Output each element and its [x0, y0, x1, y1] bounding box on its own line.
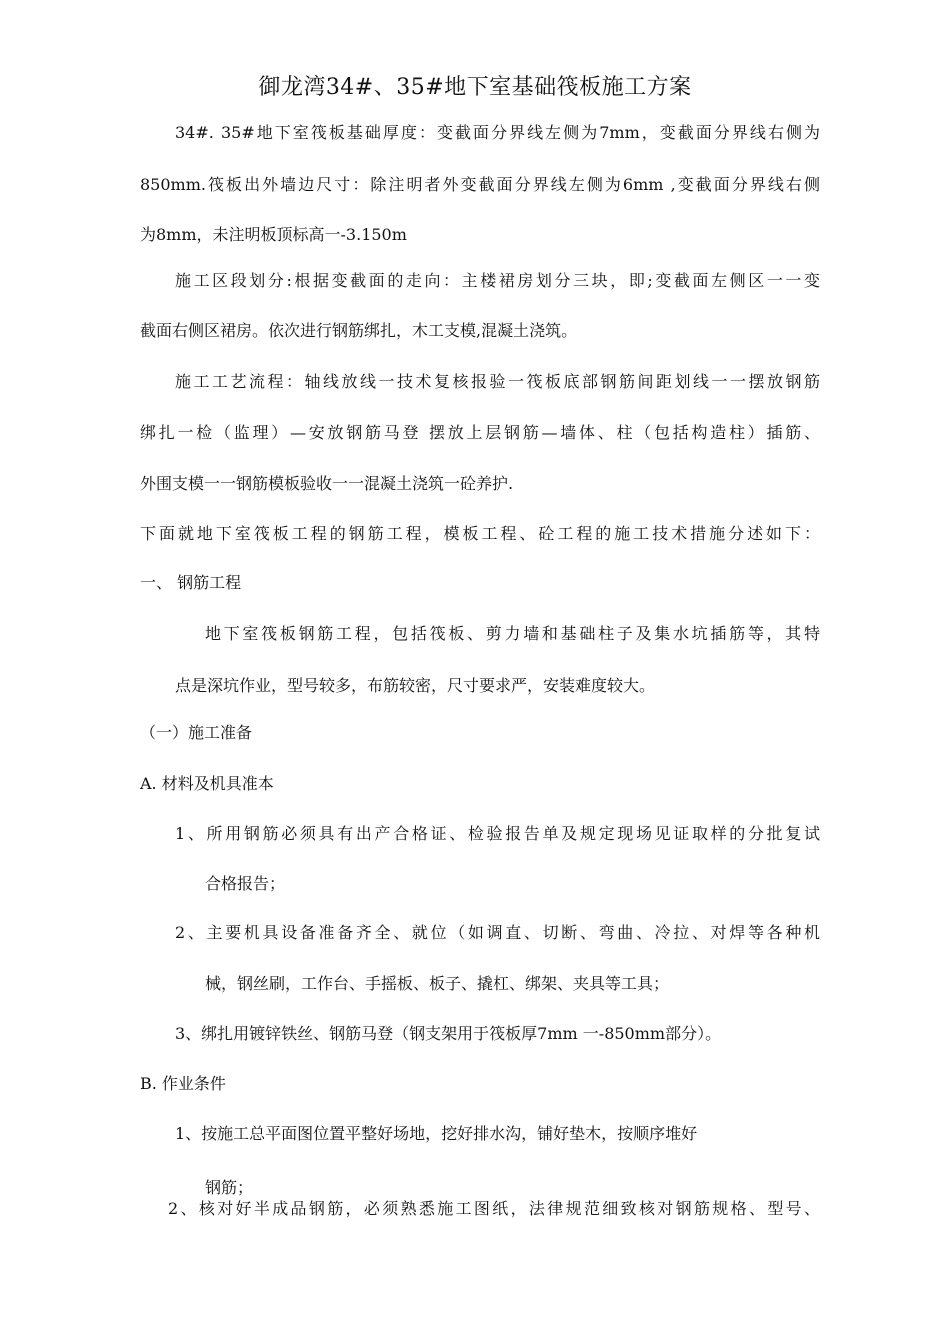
list-item: 3、绑扎用镀锌铁丝、钢筋马登（钢支架用于筏板厚7mm 一-850mm部分）。 [175, 1024, 722, 1043]
paragraph-line: 施工区段划分:根据变截面的走向：主楼裙房划分三块，即;变截面左侧区一一变 [175, 271, 820, 290]
document-title: 御龙湾34#、35#地下室基础筏板施工方案 [258, 75, 692, 100]
paragraph-line: 绑扎一检（监理）—安放钢筋马登 摆放上层钢筋—墙体、柱（包括构造柱）插筋、 [140, 423, 820, 442]
paragraph-line: 850mm.筏板出外墙边尺寸：除注明者外变截面分界线左侧为6mm ,变截面分界线右侧 [140, 175, 820, 194]
list-item-continuation: 械，钢丝刷，工作台、手摇板、板子、撬杠、绑架、夹具等工具； [205, 974, 670, 993]
list-item: 2、核对好半成品钢筋，必须熟悉施工图纸，法律规范细致核对钢筋规格、型号、 [168, 1199, 820, 1218]
paragraph-line: 为8mm，未注明板顶标高一-3.150m [140, 225, 407, 244]
list-item: 1、按施工总平面图位置平整好场地，挖好排水沟，铺好垫木，按顺序堆好 [175, 1124, 698, 1143]
list-item: 2、主要机具设备准备齐全、就位（如调直、切断、弯曲、冷拉、对焊等各种机 [175, 923, 820, 942]
paragraph-line: 下面就地下室筏板工程的钢筋工程，模板工程、砼工程的施工技术措施分述如下： [140, 524, 820, 543]
paragraph-line: 外围支模一一钢筋模板验收一一混凝土浇筑一砼养护. [140, 474, 514, 493]
paragraph-line: 截面右侧区裙房。依次进行钢筋绑扎，木工支模,混凝土浇筑。 [140, 321, 578, 340]
subsection-heading: A. 材料及机具准本 [140, 774, 274, 793]
list-item-continuation: 钢筋； [205, 1178, 254, 1197]
paragraph-line: 施工工艺流程：轴线放线一技术复核报验一筏板底部钢筋间距划线一一摆放钢筋 [175, 372, 820, 391]
subsection-heading: （一）施工准备 [140, 723, 253, 742]
section-heading: 一、 钢筋工程 [140, 573, 242, 592]
list-item: 1、所用钢筋必须具有出产合格证、检验报告单及规定现场见证取样的分批复试 [175, 824, 820, 843]
subsection-heading: B. 作业条件 [140, 1074, 226, 1093]
list-item-continuation: 合格报告； [205, 874, 286, 893]
paragraph-line: 地下室筏板钢筋工程，包括筏板、剪力墙和基础柱子及集水坑插筋等，其特 [205, 624, 820, 643]
paragraph-line: 34#. 35#地下室筏板基础厚度：变截面分界线左侧为7mm，变截面分界线右侧为 [175, 123, 820, 142]
paragraph-line: 点是深坑作业，型号较多，布筋较密，尺寸要求严，安装难度较大。 [175, 676, 656, 695]
